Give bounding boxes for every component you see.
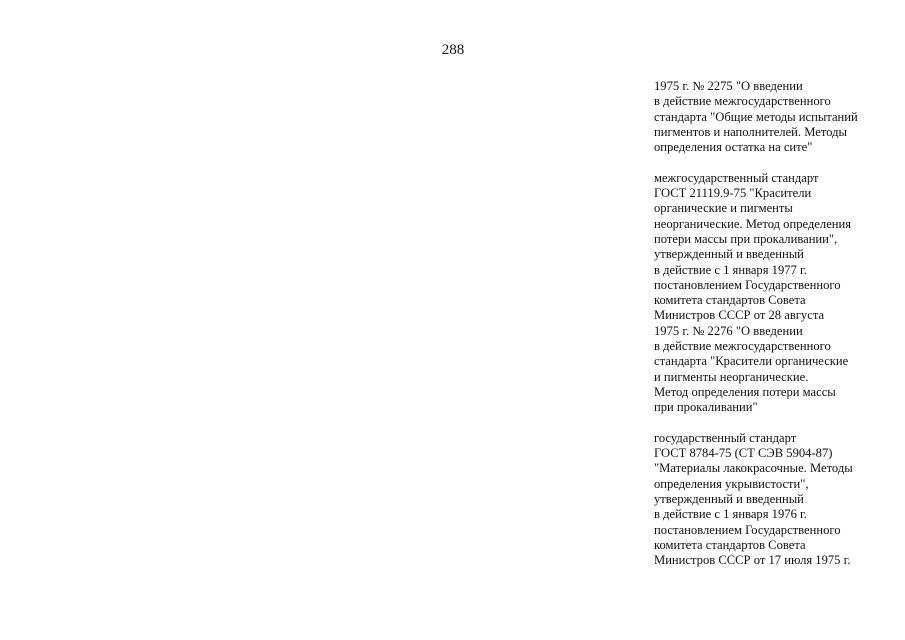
text-line: ГОСТ 8784-75 (СТ СЭВ 5904-87)	[654, 446, 833, 461]
text-column	[654, 79, 894, 569]
paragraph	[654, 79, 894, 155]
text-line: утвержденный и введенный	[654, 247, 804, 262]
text-line: 1975 г. № 2276 "О введении	[654, 323, 803, 338]
text-line: межгосударственный стандарт	[654, 170, 819, 185]
text-line: Метод определения потери массы	[654, 384, 836, 399]
text-line: пигментов и наполнителей. Методы	[654, 124, 847, 139]
text-line: ГОСТ 21119.9-75 "Красители	[654, 186, 812, 201]
text-line: в действие с 1 января 1977 г.	[654, 262, 807, 277]
text-line: в действие межгосударственного	[654, 339, 831, 354]
text-line: постановлением Государственного	[654, 522, 841, 537]
paragraph	[654, 431, 894, 569]
text-line: постановлением Государственного	[654, 277, 841, 292]
text-line: комитета стандартов Совета	[654, 293, 806, 308]
text-line: комитета стандартов Совета	[654, 537, 806, 552]
text-line: стандарта "Общие методы испытаний	[654, 109, 858, 124]
page-number: 288	[441, 42, 465, 58]
text-line: определения остатка на сите"	[654, 140, 813, 155]
text-line: "Материалы лакокрасочные. Методы	[654, 461, 853, 476]
text-line: стандарта "Красители органические	[654, 354, 849, 369]
text-line: органические и пигменты	[654, 201, 793, 216]
text-line: неорганические. Метод определения	[654, 216, 852, 231]
text-line: в действие межгосударственного	[654, 94, 831, 109]
text-line: Министров СССР от 28 августа	[654, 308, 825, 323]
paragraph	[654, 171, 894, 416]
text-line: и пигменты неорганические.	[654, 369, 809, 384]
text-line: утвержденный и введенный	[654, 492, 804, 507]
text-line: Министров СССР от 17 июля 1975 г.	[654, 553, 851, 568]
text-line: потери массы при прокаливании",	[654, 231, 838, 246]
text-line: 1975 г. № 2275 "О введении	[654, 79, 803, 93]
text-line: в действие с 1 января 1976 г.	[654, 507, 807, 522]
text-line: государственный стандарт	[654, 430, 797, 445]
text-line: определения укрывистости",	[654, 476, 809, 491]
text-line: при прокаливании"	[654, 400, 758, 415]
